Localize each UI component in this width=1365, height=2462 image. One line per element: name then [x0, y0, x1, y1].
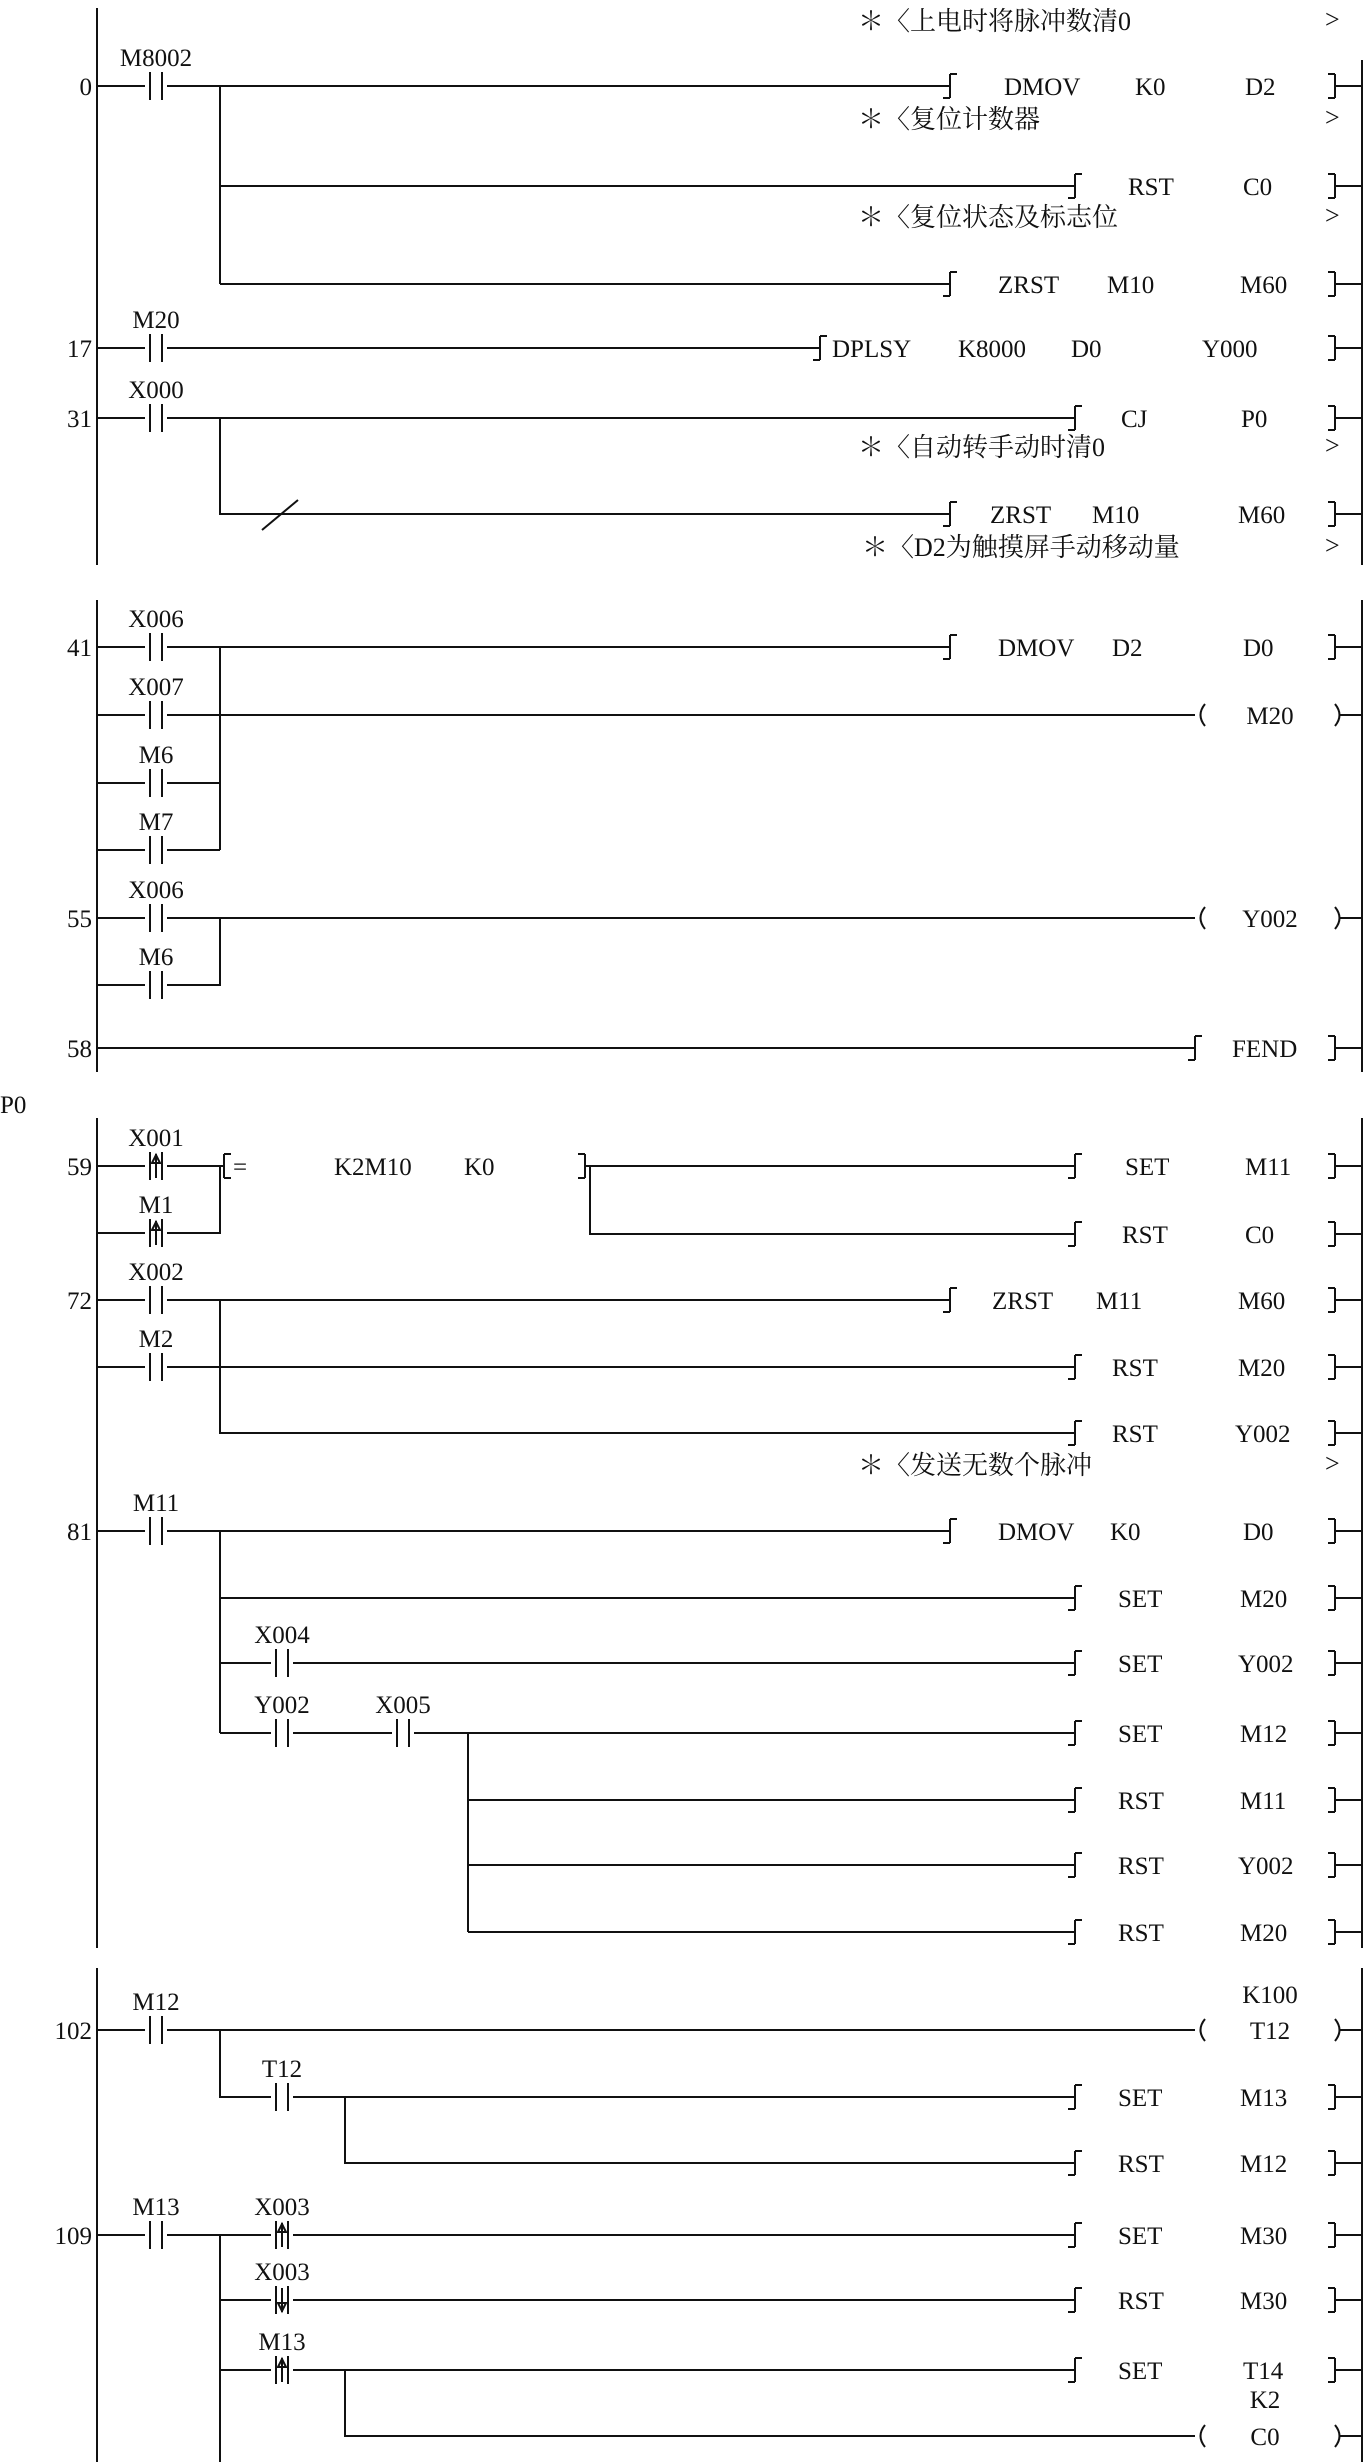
contact	[139, 944, 174, 999]
comment-end-mark: >	[1325, 431, 1340, 460]
instruction-operand: K0	[1110, 1519, 1141, 1546]
coil-name: M20	[1246, 703, 1294, 730]
instruction-op: DPLSY	[832, 336, 912, 363]
comment-end-mark: >	[1325, 103, 1340, 132]
instruction-operand: D2	[1245, 74, 1276, 101]
contact	[133, 1490, 179, 1545]
instruction-operand: D0	[1243, 1519, 1274, 1546]
contact	[254, 1692, 310, 1747]
instruction-operand: P0	[1241, 406, 1268, 433]
instruction-operand: C0	[1245, 1222, 1275, 1249]
step-number: 55	[67, 906, 92, 933]
instructions	[233, 74, 1298, 2451]
compare-operand: K2M10	[334, 1154, 412, 1181]
instruction-op: SET	[1118, 1586, 1163, 1613]
contact-label: M1	[138, 1192, 174, 1219]
step-number: 72	[67, 1288, 92, 1315]
contact-label: X006	[128, 606, 184, 633]
contact-label: M6	[138, 944, 174, 971]
instruction-operand: M60	[1240, 272, 1288, 299]
step-number: 102	[54, 2018, 92, 2045]
contact-label: X004	[254, 1622, 310, 1649]
instruction-op: ZRST	[998, 272, 1060, 299]
instruction-operand: M20	[1238, 1355, 1286, 1382]
contact	[132, 1989, 179, 2044]
instruction-op: RST	[1118, 2288, 1164, 2315]
contact	[139, 809, 174, 864]
instruction-op: FEND	[1232, 1036, 1298, 1063]
contacts-layer	[120, 45, 431, 2384]
comment-text: ＊〈D2为触摸屏手动移动量	[862, 533, 1180, 562]
contact-label: X003	[254, 2194, 310, 2221]
instruction-operand: M12	[1240, 1721, 1288, 1748]
comment-text: ＊〈复位计数器	[858, 105, 1041, 134]
comment-end-mark: >	[1325, 5, 1340, 34]
instruction-op: RST	[1112, 1355, 1158, 1382]
contact-label: M13	[258, 2329, 306, 2356]
coil-name: T12	[1249, 2018, 1291, 2045]
contact-label: X002	[128, 1259, 184, 1286]
coil-setting: K100	[1242, 1982, 1298, 2009]
instruction-operand: M60	[1238, 502, 1286, 529]
step-number: 17	[67, 336, 92, 363]
instruction-operand: K8000	[958, 336, 1027, 363]
contact	[128, 1259, 184, 1314]
contact-label: M11	[132, 1490, 180, 1517]
contact-label: M6	[138, 742, 174, 769]
contact-label: X005	[375, 1692, 431, 1719]
compare-op: =	[233, 1154, 248, 1181]
contact	[375, 1692, 431, 1747]
contact-label: M2	[138, 1326, 174, 1353]
contact-label: M7	[138, 809, 174, 836]
contact	[120, 45, 192, 100]
step-number: 59	[67, 1154, 92, 1181]
instruction-operand: M30	[1240, 2288, 1288, 2315]
instruction-op: RST	[1122, 1222, 1168, 1249]
instruction-op: RST	[1118, 1788, 1164, 1815]
step-number: 58	[67, 1036, 92, 1063]
instruction-op: RST	[1128, 174, 1174, 201]
comment-text: ＊〈复位状态及标志位	[858, 203, 1119, 232]
contact	[258, 2329, 305, 2384]
comment-text: ＊〈自动转手动时清0	[858, 433, 1106, 462]
instruction-operand: Y002	[1235, 1421, 1291, 1448]
step-number: 0	[79, 74, 92, 101]
contact	[254, 2259, 310, 2314]
instruction-operand: D0	[1243, 635, 1274, 662]
instruction-op: SET	[1118, 2085, 1163, 2112]
instruction-operand: M60	[1238, 1288, 1286, 1315]
instruction-op: RST	[1118, 1920, 1164, 1947]
coil-name: C0	[1250, 2424, 1280, 2451]
instruction-operand: T14	[1243, 2358, 1284, 2385]
instruction-operand: M12	[1240, 2151, 1288, 2178]
instruction-op: SET	[1118, 2358, 1163, 2385]
instruction-operand: M30	[1240, 2223, 1288, 2250]
instruction-operand: D2	[1112, 635, 1143, 662]
instruction-operand: M20	[1240, 1586, 1288, 1613]
instruction-operand: M10	[1107, 272, 1155, 299]
contact	[254, 1622, 310, 1677]
contact	[139, 742, 174, 797]
contact	[254, 2194, 310, 2249]
contact	[132, 2194, 179, 2249]
instruction-operand: Y002	[1238, 1853, 1294, 1880]
instruction-brackets	[220, 74, 1362, 2382]
coil-setting: K2	[1249, 2387, 1281, 2414]
instruction-operand: M13	[1240, 2085, 1288, 2112]
comment-end-mark: >	[1325, 1449, 1340, 1478]
instruction-op: SET	[1118, 2223, 1163, 2250]
comment-text: ＊〈上电时将脉冲数清0	[858, 7, 1132, 36]
step-numbers	[55, 74, 93, 2250]
contact	[128, 606, 184, 661]
comment-end-mark: >	[1325, 201, 1340, 230]
contact-label: X006	[128, 877, 184, 904]
step-number: 41	[67, 635, 92, 662]
pointer-label-p0: P0	[0, 1092, 27, 1119]
contact-label: T12	[261, 2056, 303, 2083]
instruction-op: SET	[1118, 1721, 1163, 1748]
contact	[262, 2056, 302, 2111]
coil-name: Y002	[1242, 906, 1298, 933]
instruction-op: CJ	[1121, 406, 1148, 433]
contact	[128, 1125, 184, 1180]
comments	[858, 5, 1340, 1480]
coil-symbols	[1201, 704, 1363, 2447]
contact-label: M13	[132, 2194, 180, 2221]
contact-label: X007	[128, 674, 184, 701]
instruction-operand: K0	[1135, 74, 1166, 101]
contact	[128, 877, 184, 932]
step-number: 31	[67, 406, 92, 433]
step-number: 109	[54, 2223, 92, 2250]
contact-label: X003	[254, 2259, 310, 2286]
instruction-operand: M11	[1096, 1288, 1143, 1315]
contact	[128, 674, 184, 729]
instruction-op: DMOV	[1004, 74, 1081, 101]
instruction-op: DMOV	[998, 635, 1075, 662]
contact-label: M20	[132, 307, 180, 334]
instruction-operand: M20	[1240, 1920, 1288, 1947]
instruction-op: RST	[1118, 2151, 1164, 2178]
compare-operand: K0	[464, 1154, 495, 1181]
contact	[139, 1192, 174, 1247]
contact	[132, 307, 179, 362]
instruction-op: RST	[1118, 1853, 1164, 1880]
instruction-op: ZRST	[990, 502, 1052, 529]
contact-label: X001	[128, 1125, 184, 1152]
comment-end-mark: >	[1325, 531, 1340, 560]
contact-label: X000	[128, 377, 184, 404]
contact-label: Y002	[254, 1692, 310, 1719]
step-number: 81	[67, 1519, 92, 1546]
instruction-operand: Y002	[1238, 1651, 1294, 1678]
contact	[139, 1326, 174, 1381]
contact-label: M8002	[119, 45, 193, 72]
instruction-operand: Y000	[1202, 336, 1258, 363]
comment-text: ＊〈发送无数个脉冲	[858, 1451, 1093, 1480]
instruction-op: ZRST	[992, 1288, 1054, 1315]
instruction-operand: C0	[1243, 174, 1273, 201]
instruction-op: SET	[1118, 1651, 1163, 1678]
instruction-op: SET	[1125, 1154, 1170, 1181]
instruction-op: DMOV	[998, 1519, 1075, 1546]
contact-label: M12	[132, 1989, 180, 2016]
contact	[128, 377, 184, 432]
instruction-op: RST	[1112, 1421, 1158, 1448]
instruction-operand: M11	[1245, 1154, 1292, 1181]
instruction-operand: M10	[1092, 502, 1140, 529]
instruction-operand: M11	[1240, 1788, 1287, 1815]
instruction-operand: D0	[1071, 336, 1102, 363]
